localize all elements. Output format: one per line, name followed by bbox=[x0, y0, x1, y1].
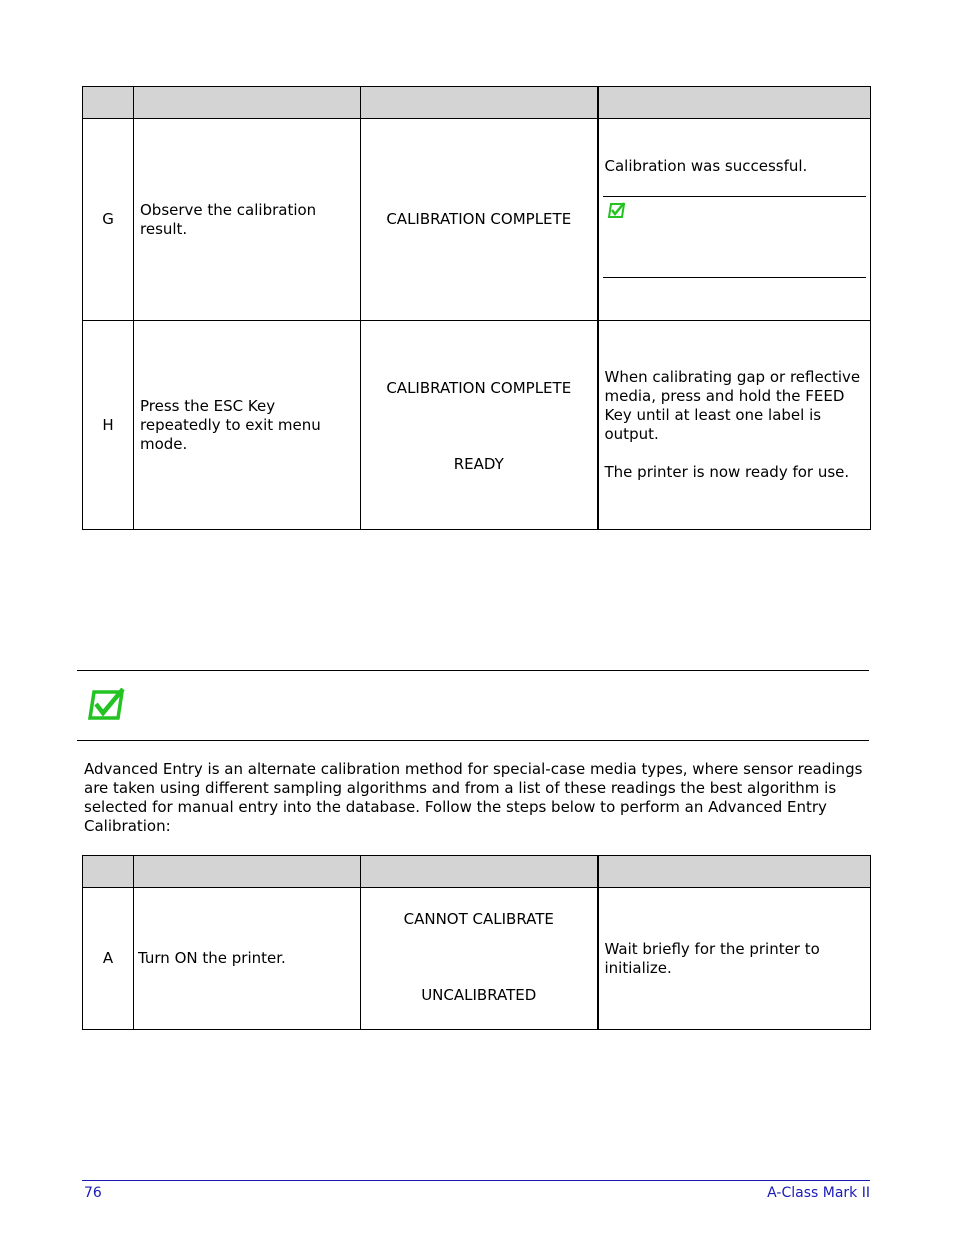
step-display bbox=[361, 888, 598, 1030]
step-display bbox=[361, 321, 598, 530]
note-bottom-rule bbox=[77, 740, 869, 741]
table-row bbox=[83, 119, 871, 321]
description-text: The printer is now ready for use. bbox=[604, 463, 850, 481]
step-letter: G bbox=[83, 119, 134, 321]
display-line: CANNOT CALIBRATE bbox=[403, 910, 554, 928]
description-text: When calibrating gap or reflective media, press and hold the FEED Key until at least one label is output. bbox=[604, 368, 861, 443]
step-description bbox=[598, 119, 871, 321]
table-header-row bbox=[83, 87, 871, 119]
product-name: A-Class Mark II bbox=[767, 1185, 870, 1201]
display-line: CALIBRATION COMPLETE bbox=[386, 379, 572, 397]
intro-paragraph: Advanced Entry is an alternate calibration method for special-case media types, where sensor readings are taken using different sampling algorithms and from a list of these readings the best algorithm is selected for manual entry into the database. Follow the steps below to perform an Advanced Entry Calibration: bbox=[84, 760, 863, 835]
advanced-entry-steps-table bbox=[82, 855, 871, 1030]
calibration-steps-table bbox=[82, 86, 871, 530]
step-letter: H bbox=[83, 321, 134, 530]
display-line: READY bbox=[453, 455, 504, 473]
note-divider bbox=[603, 277, 867, 278]
step-description bbox=[598, 321, 871, 530]
note-divider bbox=[603, 196, 867, 197]
table-row bbox=[83, 888, 871, 1030]
step-display: CALIBRATION COMPLETE bbox=[361, 119, 598, 321]
step-action: Press the ESC Key repeatedly to exit menu mode. bbox=[134, 321, 361, 530]
table-row bbox=[83, 321, 871, 530]
step-action: Turn ON the printer. bbox=[134, 888, 361, 1030]
checkbox-check-icon bbox=[86, 688, 126, 727]
table-header-row bbox=[83, 856, 871, 888]
step-letter: A bbox=[83, 888, 134, 1030]
display-line: UNCALIBRATED bbox=[421, 986, 537, 1004]
step-description: Wait briefly for the printer to initialize. bbox=[598, 888, 871, 1030]
step-action: Observe the calibration result. bbox=[134, 119, 361, 321]
page-number: 76 bbox=[84, 1185, 102, 1201]
checkbox-check-icon bbox=[607, 202, 626, 224]
note-top-rule bbox=[77, 670, 869, 671]
footer-rule bbox=[82, 1180, 870, 1181]
description-text: Calibration was successful. bbox=[604, 157, 808, 175]
